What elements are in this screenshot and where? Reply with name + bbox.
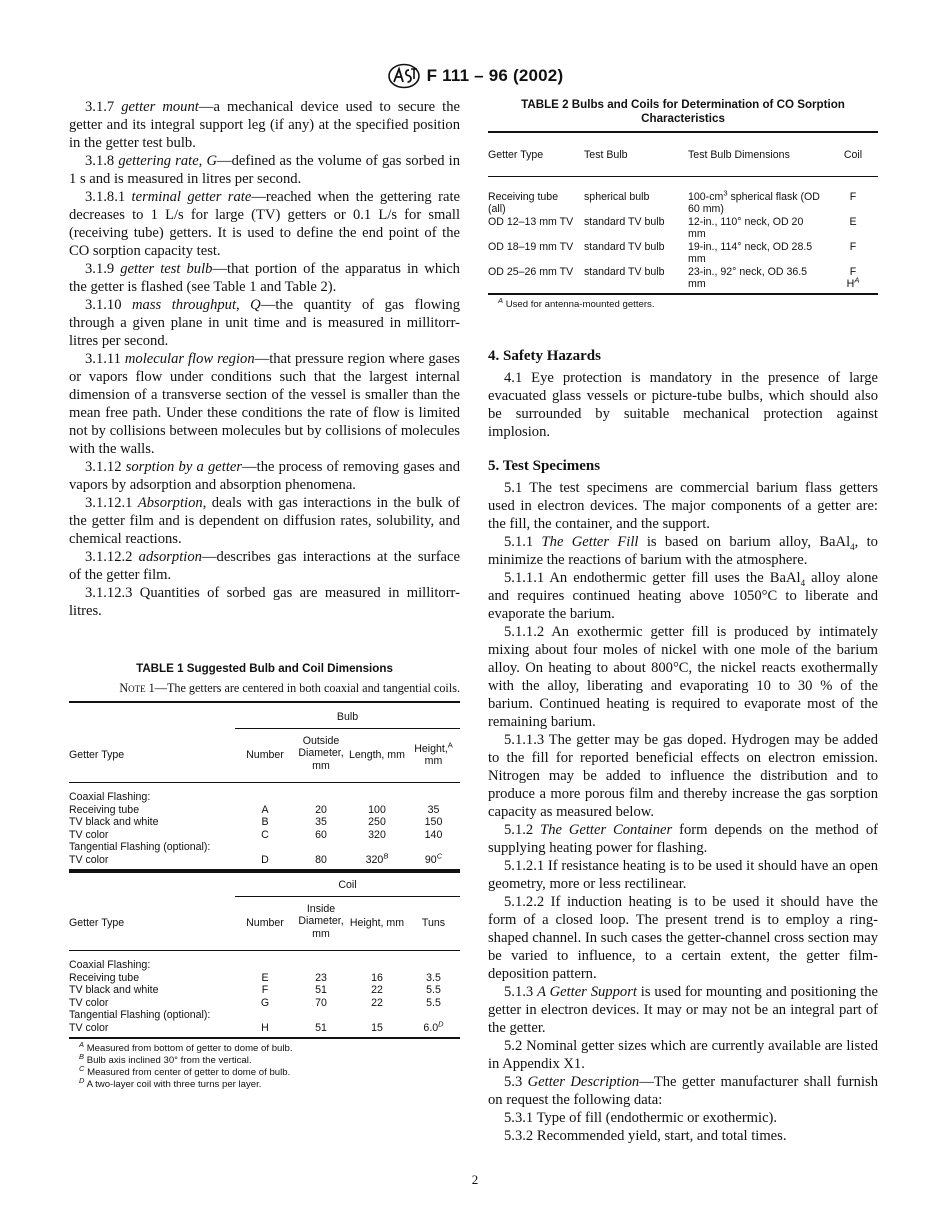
cell-coil: [828, 266, 878, 294]
cell-text: spherical bulb: [584, 190, 650, 203]
right-column: [488, 98, 878, 1145]
table1-bulb: [69, 701, 460, 871]
table1-note: [69, 681, 460, 696]
cell-od: [295, 841, 347, 854]
cell-number: [235, 997, 295, 1010]
cell-ht: [407, 783, 460, 804]
cell-text: 100-cm: [688, 190, 724, 203]
t2-footnote-text: Used for antenna-mounted getters.: [505, 298, 655, 310]
para-num: 3.1.12: [85, 459, 122, 475]
cell-len: [347, 804, 407, 817]
cell-od: [295, 829, 347, 842]
cell-number: [235, 1009, 295, 1022]
cell-text: 60: [315, 828, 327, 841]
cell-ht: [407, 841, 460, 854]
footnote-mark: A: [79, 1039, 85, 1049]
cell-text: 23: [315, 971, 327, 984]
cell-bulb: [584, 176, 688, 216]
left-column: [69, 98, 460, 1091]
para-text: alloy alone and requires continued heating above 1050°C to liberate and evaporate the barium.: [488, 569, 878, 622]
t2-footnote-mark: A: [498, 295, 504, 305]
cell-text: 15: [371, 1021, 383, 1034]
astm-logo-icon: [387, 63, 421, 89]
para-5-1-1-3: 5.1.1.3 The getter may be gas doped. Hydrogen may be added to the fill for reported beneficial effects on electron emission. Nitrogen may be added to influence the distribution and to produce a more porous film and thereby increase the gas sorption capacity as measured below.: [488, 731, 878, 820]
cell-number: [235, 984, 295, 997]
bulb-col-number: Number: [246, 749, 284, 761]
para-5-1-2-2: 5.1.2.2 If induction heating is to be used it should have the form of a closed loop. The present trend is to employ a ring-shaped channel. In such cases the getter-channel cross section may be varied to influence, to a certain extent, the getter film-deposition pattern.: [488, 893, 878, 982]
cell-number: [235, 1022, 295, 1039]
para-text: , deals with gas interactions in the bulk of the getter film and is dependent on diffusion rates, solubility, and chemical reactions.: [69, 495, 460, 547]
table2: [488, 131, 878, 295]
cell-text: 150: [424, 816, 443, 828]
cell-ht: [347, 997, 407, 1010]
cell-type: [69, 841, 235, 854]
para-5-1-1-2: 5.1.1.2 An exothermic getter fill is produced by intimately mixing about four moles of nickel with one mole of the barium alloy. On heating to about 800°C, the nickel reacts exothermally with the alloy, liberating and evaporating 10 to 30 % of the barium. Continued heating is required to evaporate most of the remaining barium.: [488, 623, 878, 730]
cell-ht: [407, 804, 460, 817]
cell-len: [347, 829, 407, 842]
para-5-1-1-1: [488, 569, 878, 623]
cell-od: [295, 816, 347, 829]
para-5-1: 5.1 The test specimens are commercial barium flass getters used in electron devices. The major components of a getter are: the fill, the container, and the support.: [488, 479, 878, 532]
definition-paragraph: [69, 188, 460, 260]
cell-text: E: [261, 971, 269, 984]
cell-text: standard TV bulb: [584, 240, 665, 253]
cell-text: 23-in., 92° neck, OD 36.5 mm: [688, 265, 808, 290]
cell-ht: [347, 1022, 407, 1039]
para-text: —a mechanical device used to secure the getter and its integral support leg (if any) at the specified position in the getter test bulb.: [69, 99, 460, 151]
definition-paragraph: [69, 98, 460, 152]
cell-coil: [828, 241, 878, 266]
cell-text: TV color: [69, 853, 109, 866]
para-num: 5.3: [504, 1073, 523, 1090]
cell-text: A: [261, 803, 269, 816]
para-term: The Getter Fill: [541, 533, 639, 550]
table-row: [69, 804, 460, 817]
cell-text: 70: [315, 996, 327, 1009]
table-row: [488, 176, 878, 216]
table1-note-label: Note: [119, 681, 146, 695]
cell-text: 3.5: [426, 971, 441, 984]
cell-number: [235, 854, 295, 871]
bulb-col-height-label: Height,: [414, 742, 448, 755]
definition-paragraph: [69, 152, 460, 188]
cell-text: Receiving tube: [69, 803, 140, 816]
table-row: [69, 783, 460, 804]
cell-text: standard TV bulb: [584, 215, 665, 228]
cell-text: F: [261, 984, 269, 996]
cell-text: Tangential Flashing (optional):: [69, 841, 211, 853]
cell-ht: [347, 1009, 407, 1022]
para-text: —that pressure region where gases or vapors flow under conditions such that the largest internal dimension of a transverse section of the vessel is smaller than the mean free path. Under these conditions the rate of flow is limited not by collisions between molecules but by collisions of molecules with the walls.: [69, 351, 460, 457]
table-row: [488, 241, 878, 266]
cell-bulb: [584, 241, 688, 266]
cell-ht: [347, 951, 407, 972]
table-row: [488, 216, 878, 241]
para-num: 3.1.12.2: [85, 549, 133, 565]
para-term: Absorption: [137, 495, 203, 511]
footnote-mark: B: [79, 1051, 85, 1061]
para-term: mass throughput, Q: [132, 297, 261, 313]
cell-text: C: [261, 828, 269, 841]
cell-id: [295, 1022, 347, 1039]
para-term: molecular flow region: [124, 351, 255, 367]
coil-col-turns: Tuns: [421, 917, 446, 929]
cell-turns: [407, 972, 460, 985]
cell-ht: [407, 829, 460, 842]
table2-rows: [488, 176, 878, 294]
para-5-1-2: [488, 821, 878, 857]
cell-id: [295, 1009, 347, 1022]
page-header: [0, 62, 950, 90]
coil-col-getter-type: Getter Type: [69, 916, 125, 929]
cell-len: [347, 841, 407, 854]
cell-text: standard TV bulb: [584, 265, 665, 278]
para-5-2: 5.2 Nominal getter sizes which are currently available are listed in Appendix X1.: [488, 1037, 878, 1072]
cell-ht: [347, 984, 407, 997]
cell-text: E: [849, 215, 857, 228]
cell-ht: [347, 972, 407, 985]
t2-col-bulb: Test Bulb: [584, 149, 628, 161]
cell-text: Coaxial Flashing:: [69, 959, 151, 971]
table-row: [69, 972, 460, 985]
table2-title-line2: Characteristics: [641, 112, 725, 125]
cell-type: [69, 972, 235, 985]
para-text: 5.1.1.1 An endothermic getter fill uses the BaAl: [504, 569, 801, 586]
para-text: is used for mounting and positioning the getter in electron devices. It may or may not be an integral part of the getter.: [488, 983, 878, 1036]
cell-text: OD 12–13 mm TV: [488, 215, 574, 228]
cell-coil: [828, 176, 878, 216]
cell-text: 6.0: [423, 1021, 439, 1034]
table-row: [69, 816, 460, 829]
t2-col-getter-type: Getter Type: [488, 149, 544, 161]
page-number: 2: [471, 1172, 479, 1187]
cell-text: 20: [315, 803, 327, 816]
footnote-text: Measured from center of getter to dome of bulb.: [87, 1067, 291, 1078]
section5-heading: 5. Test Specimens: [488, 457, 601, 474]
subscript: 4: [850, 541, 855, 552]
para-term: The Getter Container: [540, 821, 673, 838]
para-term: gettering rate, G: [118, 153, 218, 169]
cell-text: OD 18–19 mm TV: [488, 240, 574, 253]
cell-len: [347, 850, 407, 871]
para-term: terminal getter rate: [131, 189, 252, 205]
footnote-text: Bulb axis inclined 30° from the vertical.: [86, 1055, 252, 1066]
table2-footnote: [488, 295, 878, 311]
cell-text: 250: [368, 816, 386, 828]
table2-title: [488, 98, 878, 126]
footnote-ref: C: [436, 850, 443, 860]
cell-text: TV black and white: [69, 816, 159, 828]
cell-turns: [407, 951, 460, 972]
para-5-1-3: [488, 983, 878, 1037]
para-term: Getter Description: [527, 1073, 640, 1090]
cell-dims: [688, 216, 828, 241]
para-text: —The getter manufacturer shall furnish on request the following data:: [488, 1073, 878, 1108]
definition-paragraph: [69, 458, 460, 494]
definition-paragraph: [69, 260, 460, 296]
coil-rows: [69, 951, 460, 1039]
cell-text: F: [849, 265, 857, 278]
cell-number: [235, 783, 295, 804]
cell-len: [347, 816, 407, 829]
cell-coil: [828, 216, 878, 241]
table1-footnote: [69, 1075, 460, 1091]
para-term: adsorption: [138, 549, 202, 565]
bulb-col-height-unit: mm: [424, 755, 443, 768]
cell-number: [235, 972, 295, 985]
table2-title-line1: TABLE 2 Bulbs and Coils for Determination of CO Sorption: [521, 98, 845, 111]
para-text: —that portion of the apparatus in which the getter is flashed (see Table 1 and Table 2).: [69, 261, 460, 295]
cell-turns: [407, 1018, 460, 1039]
table-row: [69, 854, 460, 871]
cell-type: [69, 1022, 235, 1039]
table-row: [69, 841, 460, 854]
para-term: sorption by a getter: [125, 459, 243, 475]
cell-text: Receiving tube (all): [488, 190, 559, 215]
section4-heading: 4. Safety Hazards: [488, 347, 601, 364]
para-term: getter test bulb: [120, 261, 213, 277]
cell-turns: [407, 984, 460, 997]
cell-text: Tangential Flashing (optional):: [69, 1009, 211, 1021]
coil-col-number: Number: [246, 917, 284, 929]
bulb-col-length: Length, mm: [349, 749, 405, 761]
para-num: 3.1.8.1: [85, 189, 126, 205]
footnote-ref: D: [438, 1018, 444, 1028]
table1-footnotes: [69, 1039, 460, 1091]
para-num: 3.1.7: [85, 99, 115, 115]
cell-text: 80: [315, 853, 327, 866]
para-term: getter mount: [121, 99, 199, 115]
cell-len: [347, 783, 407, 804]
cell-text: TV color: [69, 828, 109, 841]
cell-type: [69, 984, 235, 997]
para-text: form depends on the method of supplying heating power for flashing.: [488, 821, 879, 856]
cell-type: [69, 829, 235, 842]
cell-number: [235, 829, 295, 842]
table-row: [488, 266, 878, 294]
cell-type: [69, 854, 235, 871]
table-row: [69, 829, 460, 842]
para-term: A Getter Support: [537, 983, 637, 1000]
para-text: —the process of removing gases and vapors by adsorption and absorption phenomena.: [69, 459, 460, 493]
cell-type: [488, 176, 584, 216]
footnote-text: Measured from bottom of getter to dome of bulb.: [86, 1043, 293, 1054]
cell-number: [235, 951, 295, 972]
cell-id: [295, 972, 347, 985]
cell-text: 140: [424, 828, 443, 841]
footnote-mark: C: [79, 1063, 85, 1073]
cell-type: [488, 241, 584, 266]
para-num: 3.1.10: [85, 297, 122, 313]
cell-text: G: [260, 996, 270, 1009]
cell-text: OD 25–26 mm TV: [488, 265, 574, 278]
definition-paragraph: [69, 350, 460, 458]
para-text: —describes gas interactions at the surface of the getter film.: [69, 549, 460, 583]
para-5-1-1: [488, 533, 878, 569]
para-num: 5.1.3: [504, 983, 534, 1000]
cell-text: TV color: [69, 996, 109, 1009]
definition-paragraph: [69, 548, 460, 584]
cell-number: [235, 816, 295, 829]
footnote-mark: D: [79, 1075, 85, 1085]
cell-text: H: [846, 278, 855, 290]
cell-bulb: [584, 266, 688, 294]
para-5-3: [488, 1073, 878, 1109]
cell-text: H: [261, 1021, 269, 1034]
para-num: 5.1.2: [504, 821, 534, 838]
cell-text: F: [849, 240, 857, 253]
table-row: [69, 1022, 460, 1039]
cell-text: 5.5: [426, 984, 441, 996]
definition-paragraph: [69, 296, 460, 350]
cell-type: [69, 816, 235, 829]
cell-type: [488, 216, 584, 241]
para-text: is based on barium alloy, BaAl: [638, 533, 851, 550]
table-row: [69, 984, 460, 997]
cell-dims: [688, 266, 828, 294]
para-text: Quantities of sorbed gas are measured in millitorr-litres.: [69, 585, 460, 619]
cell-dims: [688, 176, 828, 216]
cell-text: B: [261, 816, 269, 828]
definitions-list: [69, 98, 460, 620]
para-5-3-1: 5.3.1 Type of fill (endothermic or exothermic).: [504, 1109, 778, 1126]
para-text: —the quantity of gas flowing through a given plane in unit time and is measured in millitorr-litres per second.: [69, 297, 460, 349]
footnote-text: A two-layer coil with three turns per layer.: [86, 1079, 262, 1090]
cell-od: [295, 783, 347, 804]
para-text: , to minimize the reactions of barium with the atmosphere.: [488, 533, 878, 568]
cell-id: [295, 984, 347, 997]
cell-type: [69, 1009, 235, 1022]
cell-type: [69, 804, 235, 817]
cell-od: [295, 804, 347, 817]
bulb-col-height-sup: A: [447, 740, 453, 750]
table1-footnote: [69, 1039, 460, 1055]
cell-text: 16: [371, 971, 383, 984]
para-5-3-2: 5.3.2 Recommended yield, start, and total times.: [504, 1127, 787, 1144]
cell-text: 12-in., 110° neck, OD 20 mm: [688, 215, 804, 240]
cell-text: 35: [427, 803, 440, 816]
para-text: —defined as the volume of gas sorbed in 1 s and is measured in litres per second.: [69, 153, 460, 187]
coil-col-id: Inside Diameter, mm: [298, 902, 344, 940]
cell-turns: [407, 1009, 460, 1022]
cell-text: 320: [365, 853, 384, 866]
para-num: 3.1.12.1: [85, 495, 133, 511]
cell-text: 320: [368, 828, 386, 841]
table1-title: TABLE 1 Suggested Bulb and Coil Dimensions: [136, 662, 393, 675]
footnote-ref: B: [383, 850, 389, 860]
table-row: [69, 951, 460, 972]
para-num: 3.1.12.3: [85, 585, 133, 601]
cell-number: [235, 841, 295, 854]
bulb-group-header: Bulb: [235, 702, 460, 728]
cell-ht: [407, 850, 460, 871]
cell-text: Coaxial Flashing:: [69, 791, 151, 803]
table1-note-text: 1—The getters are centered in both coaxial and tangential coils.: [148, 681, 460, 695]
cell-type: [69, 783, 235, 804]
footnote-ref: A: [854, 275, 860, 285]
cell-text: Receiving tube: [69, 971, 140, 984]
cell-type: [69, 997, 235, 1010]
para-text: —reached when the gettering rate decreases to 1 L/s for large (TV) getters or 0.1 L/s for small (receiving tube) getters. It is used to define the end point of the CO sorption capacity test.: [69, 189, 460, 259]
para-5-1-2-1: 5.1.2.1 If resistance heating is to be used it should have an open geometry, more or less rectilinear.: [488, 857, 878, 892]
standard-designation: F 111 – 96 (2002): [426, 66, 564, 85]
cell-text: 51: [315, 984, 327, 996]
t2-col-dims: Test Bulb Dimensions: [688, 149, 790, 161]
cell-text: 35: [315, 816, 327, 828]
t2-col-coil: Coil: [843, 149, 863, 161]
subscript: 4: [800, 577, 806, 588]
cell-od: [295, 854, 347, 871]
cell-id: [295, 997, 347, 1010]
cell-text: spherical flask (OD 60 mm): [688, 190, 820, 215]
para-num: 5.1.1: [504, 533, 534, 550]
cell-text: 5.5: [426, 996, 441, 1009]
cell-ht: [407, 816, 460, 829]
bulb-col-height: [407, 728, 460, 783]
cell-text: F: [849, 190, 857, 203]
cell-text: 19-in., 114° neck, OD 28.5 mm: [688, 240, 813, 265]
bulb-col-od: Outside Diameter, mm: [298, 734, 344, 772]
para-num: 3.1.8: [85, 153, 115, 169]
cell-type: [488, 266, 584, 294]
cell-text: 51: [315, 1021, 327, 1034]
bulb-col-getter-type: Getter Type: [69, 748, 125, 761]
para-num: 3.1.11: [85, 351, 121, 367]
cell-id: [295, 951, 347, 972]
definition-paragraph: [69, 584, 460, 620]
cell-text: 22: [371, 984, 383, 996]
table1-footnote: [69, 1051, 460, 1067]
table-row: [69, 997, 460, 1010]
coil-group-header: Coil: [235, 872, 460, 896]
cell-text: TV color: [69, 1021, 109, 1034]
coil-col-height: Height, mm: [349, 917, 405, 929]
cell-text: 90: [424, 853, 437, 866]
superscript: 3: [723, 187, 728, 197]
bulb-rows: [69, 783, 460, 871]
cell-bulb: [584, 216, 688, 241]
cell-text: 100: [368, 803, 386, 816]
definition-paragraph: [69, 494, 460, 548]
cell-dims: [688, 241, 828, 266]
table1-footnote: [69, 1063, 460, 1079]
cell-type: [69, 951, 235, 972]
cell-number: [235, 804, 295, 817]
table-row: [69, 1009, 460, 1022]
para-4-1: 4.1 Eye protection is mandatory in the presence of large evacuated glass vessels or picture-tube bulbs, which should also be surrounded by suitable mechanical protection against implosion.: [488, 369, 878, 440]
cell-text: 22: [371, 996, 383, 1009]
para-num: 3.1.9: [85, 261, 115, 277]
cell-text: D: [261, 853, 269, 866]
cell-text: TV black and white: [69, 984, 159, 996]
cell-turns: [407, 997, 460, 1010]
table1-coil: [69, 871, 460, 1039]
